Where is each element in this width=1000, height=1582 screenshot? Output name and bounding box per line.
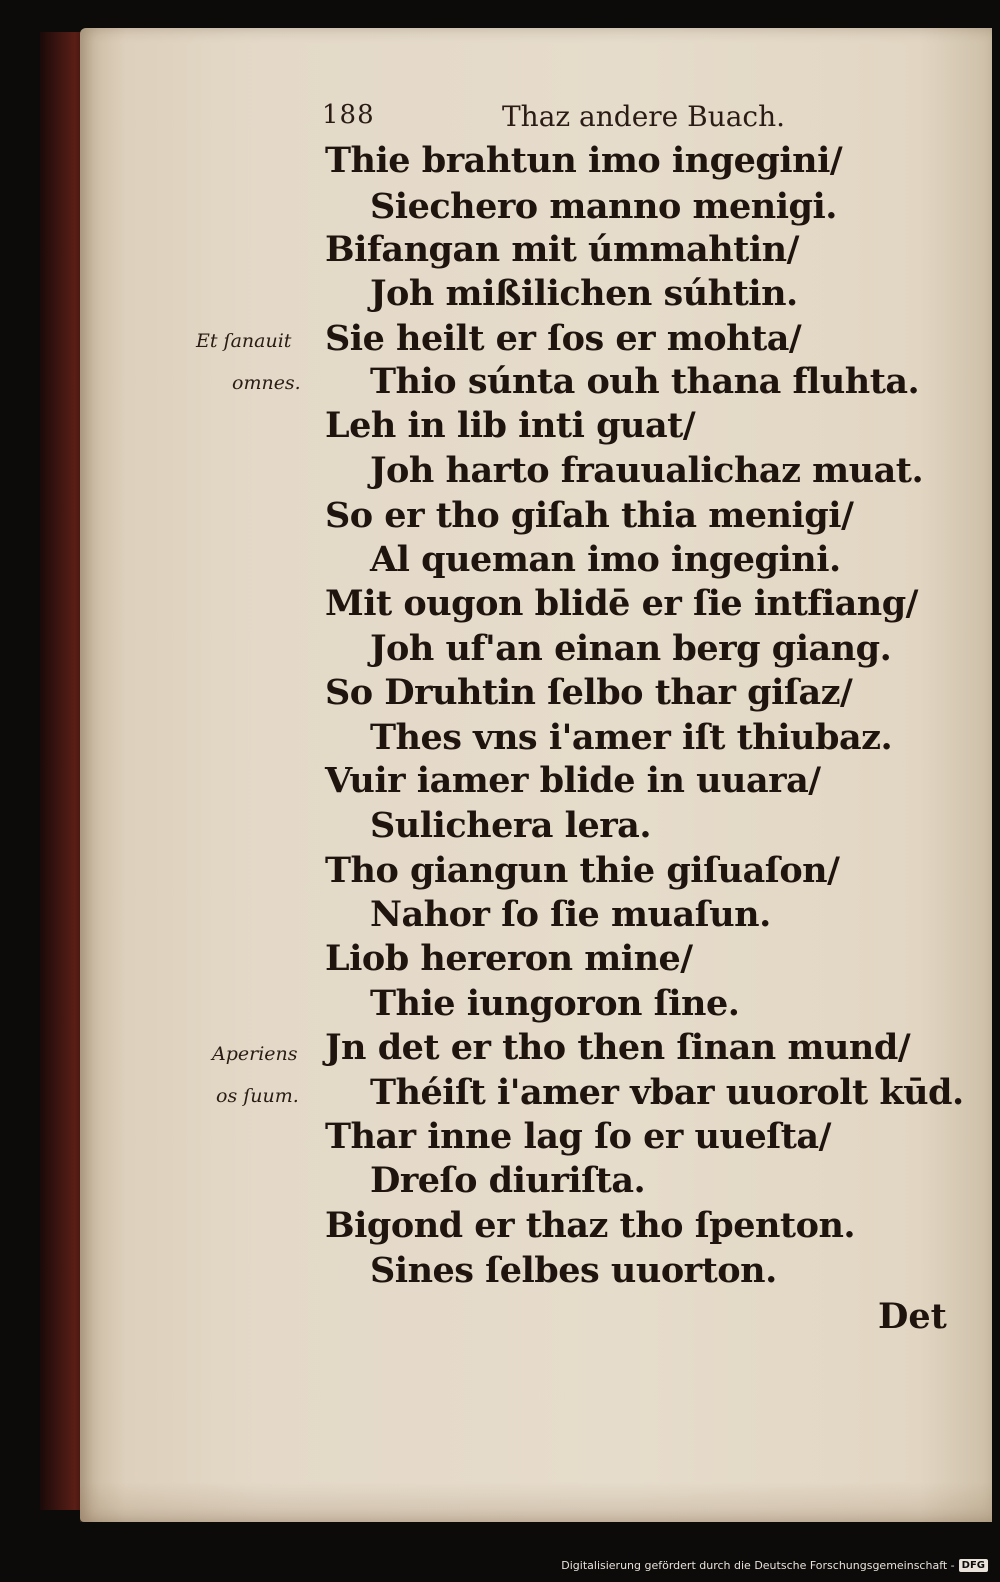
verse-line: Thio súnta ouh thana fluhta. xyxy=(370,361,920,402)
verse-line: Al queman imo ingegini. xyxy=(370,539,841,580)
verse-line: Sie heilt er ſos er mohta/ xyxy=(325,318,802,359)
verse-line: Théiſt i'amer vbar uuorolt kūd. xyxy=(370,1072,964,1113)
verse-line: Thie brahtun imo ingegini/ xyxy=(325,140,843,181)
verse-line: Thes vns i'amer iſt thiubaz. xyxy=(370,717,893,758)
verse-line: Nahor ſo ſie muaſun. xyxy=(370,894,771,935)
verse-line: Dreſo diuriſta. xyxy=(370,1160,646,1201)
verse-line: Joh uf'an einan berg giang. xyxy=(370,628,892,669)
verse-line: Joh harto frauualichaz muat. xyxy=(370,450,924,491)
verse-line: Siechero manno menigi. xyxy=(370,186,837,227)
verse-line: So Druhtin ſelbo thar giſaz/ xyxy=(325,672,853,713)
verse-line: Joh mißilichen súhtin. xyxy=(370,273,798,314)
verse-line: Vuir iamer blide in uuara/ xyxy=(325,760,821,801)
verse-line: Mit ougon blidē er ſie intfiang/ xyxy=(325,583,918,624)
verse-line: Thie iungoron ſine. xyxy=(370,983,740,1024)
book-title: Thaz andere Buach. xyxy=(502,100,786,133)
catchword: Det xyxy=(878,1296,947,1337)
verse-line: Leh in lib inti guat/ xyxy=(325,405,696,446)
marginal-note-omnes: omnes. xyxy=(232,372,301,394)
marginal-note-et-sanauit: Et ſanauit xyxy=(196,330,292,352)
marginal-note-os-suum: os ſuum. xyxy=(216,1085,299,1107)
verse-line: Thar inne lag ſo er uueſta/ xyxy=(325,1116,831,1157)
dfg-logo: DFG xyxy=(959,1559,988,1572)
verse-line: Bigond er thaz tho ſpenton. xyxy=(325,1205,856,1246)
digitization-credit xyxy=(561,1554,988,1576)
verse-line: Liob hereron mine/ xyxy=(325,938,693,979)
page-number: 188 xyxy=(322,100,375,130)
verse-line: So er tho giſah thia menigi/ xyxy=(325,495,854,536)
verse-line: Bifangan mit úmmahtin/ xyxy=(325,229,799,270)
verse-line: Sulichera lera. xyxy=(370,805,652,846)
verse-line: Sines ſelbes uuorton. xyxy=(370,1250,777,1291)
verse-line: Tho giangun thie giſuaſon/ xyxy=(325,850,840,891)
marginal-note-aperiens: Aperiens xyxy=(212,1043,298,1065)
credit-text: Digitalisierung gefördert durch die Deutsche Forschungsgemeinschaft - xyxy=(561,1558,955,1572)
verse-line: Jn det er tho then ſinan mund/ xyxy=(325,1027,911,1068)
